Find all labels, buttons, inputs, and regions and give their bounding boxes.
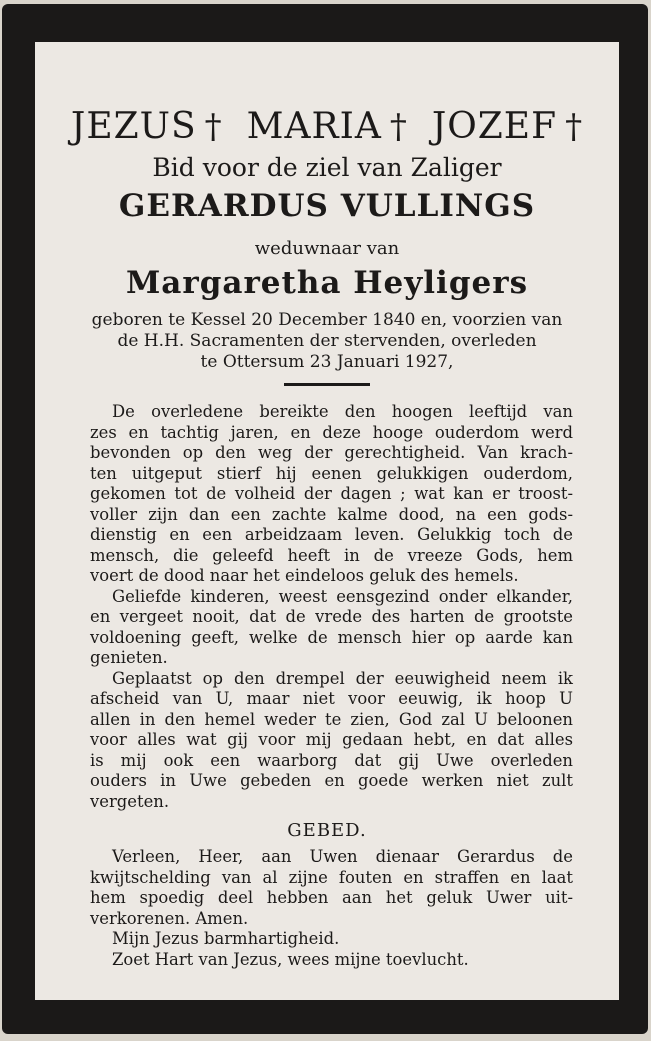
text-line: Geplaatst op den drempel der eeuwigheid neem ik xyxy=(112,668,573,688)
divider-rule xyxy=(284,383,370,386)
prayer-paragraph xyxy=(90,847,573,970)
relation-text: weduwnaar van xyxy=(254,238,400,259)
text-line: De overledene bereikte den hoogen leeftijd van xyxy=(112,402,573,421)
text-line: is mij ook een waarborg dat gij Uwe overleden xyxy=(90,750,573,770)
cross-icon: † xyxy=(389,107,408,147)
text-line: ouders in Uwe gebeden en goede werken niet zult xyxy=(90,771,573,790)
text-line: voldoening geeft, welke de mensch hier op aarde kan xyxy=(90,627,573,647)
eulogy-paragraph xyxy=(90,402,573,587)
holy-name-jozef: JOZEF xyxy=(431,106,558,147)
ejaculation-line: Zoet Hart van Jezus, wees mijne toevlucht. xyxy=(112,949,469,969)
holy-names-heading xyxy=(35,106,619,148)
text-line: bevonden op den weg der gerechtigheid. Van krach- xyxy=(90,443,573,462)
text-line: voller zijn dan een zachte kalme dood, na een gods- xyxy=(90,504,573,524)
memorial-card xyxy=(2,4,648,1034)
dates-line: te Ottersum 23 Januari 1927, xyxy=(200,352,454,372)
text-line: dienstig en een arbeidzaam leven. Gelukkig toch de xyxy=(90,525,573,544)
text-line: genieten. xyxy=(90,648,168,667)
prayer-request: Bid voor de ziel van Zaliger xyxy=(152,153,502,182)
text-line: gekomen tot de volheid der dagen ; wat kan er troost- xyxy=(90,484,573,503)
spouse-name: Margaretha Heyligers xyxy=(125,265,529,301)
holy-name-maria: MARIA xyxy=(246,106,382,147)
holy-name-jezus: JEZUS xyxy=(70,106,197,147)
text-line: verkorenen. Amen. xyxy=(90,908,249,928)
text-line: mensch, die geleefd heeft in de vreeze Gods, hem xyxy=(90,545,573,565)
dates-line: geboren te Kessel 20 December 1840 en, voorzien van xyxy=(91,310,563,330)
text-line: Verleen, Heer, aan Uwen dienaar Gerardus de xyxy=(112,847,573,866)
text-line: zes en tachtig jaren, en deze hooge ouderdom werd xyxy=(90,422,573,442)
text-line: allen in den hemel weder te zien, God zal U beloonen xyxy=(90,709,573,729)
text-line: hem spoedig deel hebben aan het geluk Uwer uit- xyxy=(90,888,573,907)
children-paragraph xyxy=(90,587,573,669)
text-line: en vergeet nooit, dat de vrede des harten de grootste xyxy=(90,607,573,626)
dates-line: de H.H. Sacramenten der stervenden, overleden xyxy=(117,331,537,351)
text-line: vergeten. xyxy=(90,791,170,811)
life-dates xyxy=(35,310,619,373)
cross-icon: † xyxy=(204,107,223,147)
farewell-paragraph xyxy=(90,669,573,813)
text-line: voor alles wat gij voor mij gedaan hebt, en dat alles xyxy=(90,730,573,749)
deceased-name: GERARDUS VULLINGS xyxy=(118,188,536,224)
text-line: ten uitgeput stierf hij eenen gelukkigen ouderdom, xyxy=(90,463,573,483)
ejaculation-line: Mijn Jezus barmhartigheid. xyxy=(112,929,340,948)
text-line: voert de dood naar het eindeloos geluk des hemels. xyxy=(90,566,519,585)
text-line: Geliefde kinderen, weest eensgezind onder elkander, xyxy=(112,586,573,606)
cross-icon: † xyxy=(565,107,584,147)
prayer-title: GEBED. xyxy=(287,820,367,841)
text-line: kwijtschelding van al zijne fouten en straffen en laat xyxy=(90,867,573,887)
text-line: afscheid van U, maar niet voor eeuwig, ik hoop U xyxy=(90,689,573,708)
card-panel xyxy=(35,42,619,1000)
